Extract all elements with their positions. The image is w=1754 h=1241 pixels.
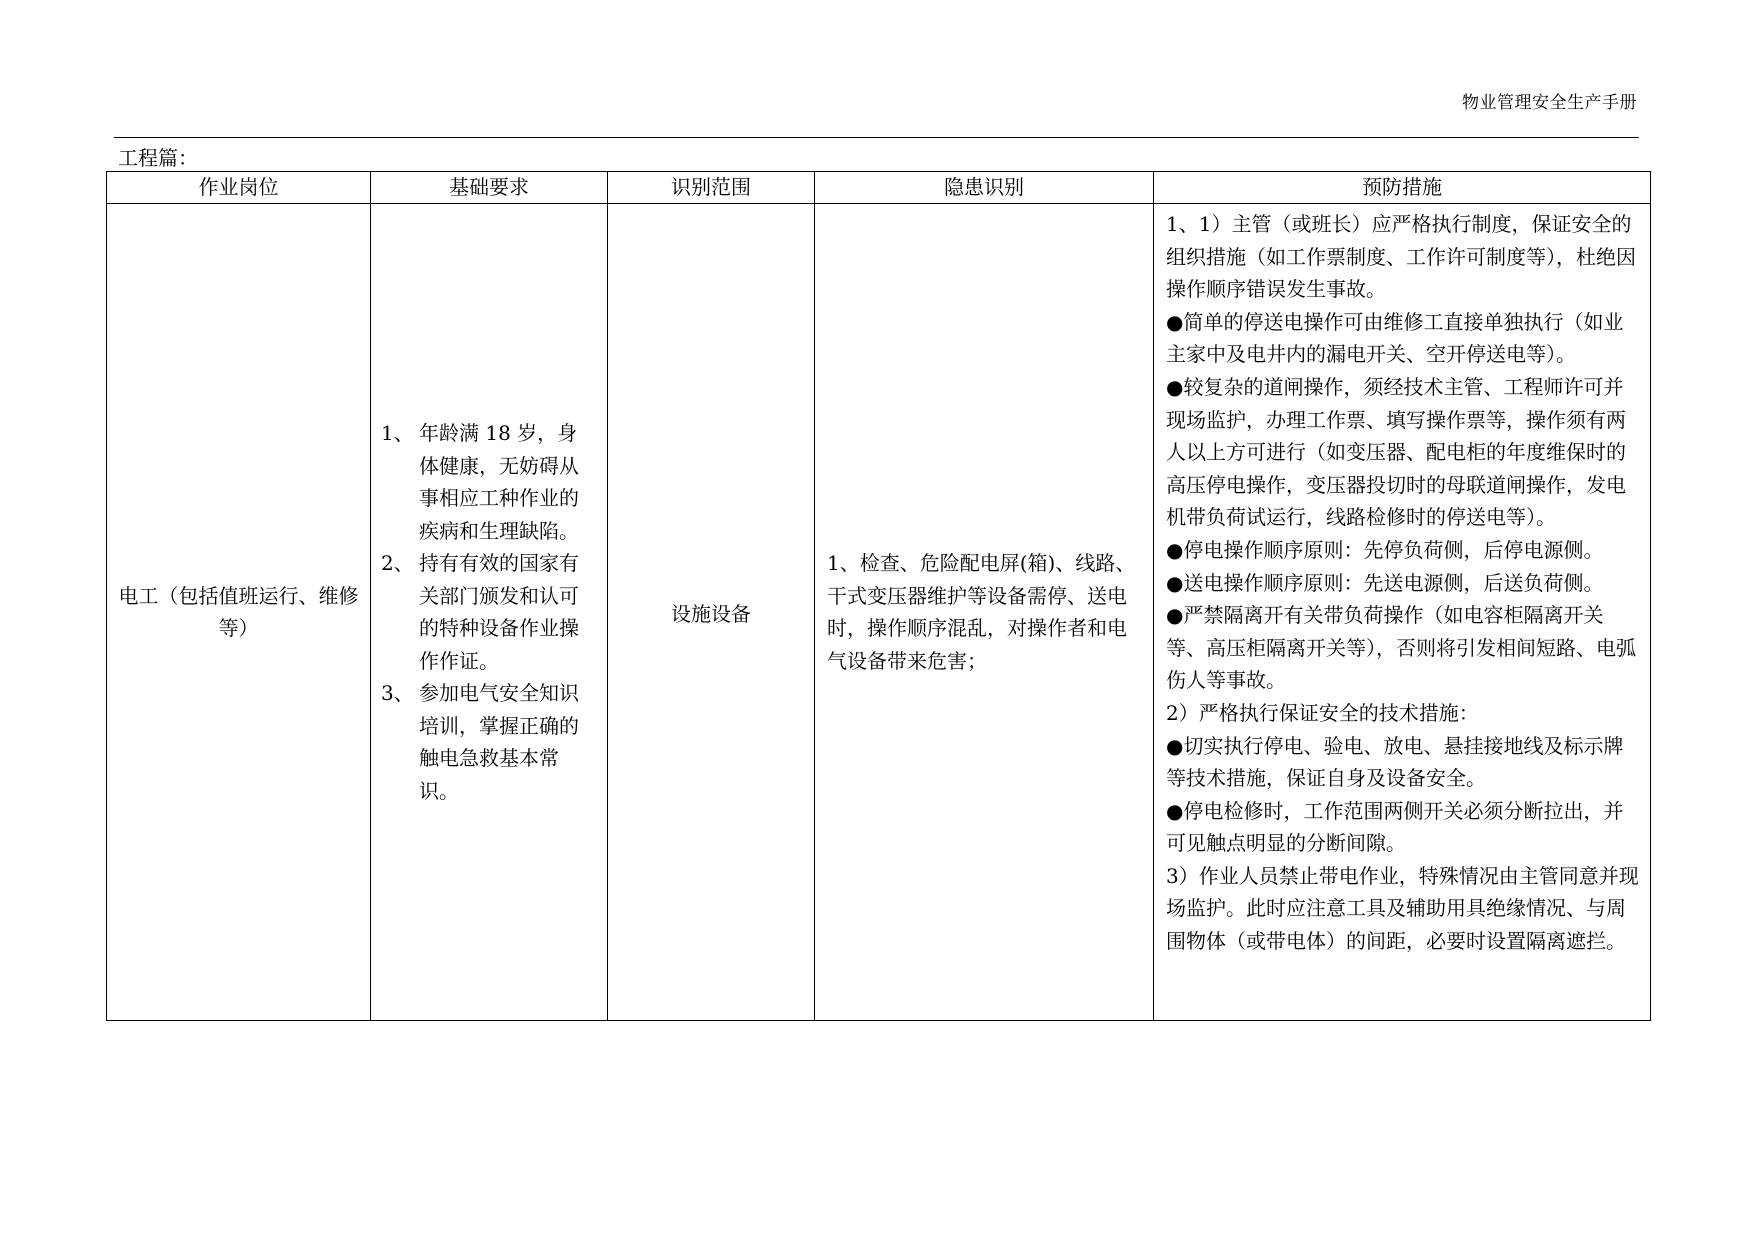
prevention-item: ●停电操作顺序原则：先停负荷侧，后停电源侧。 xyxy=(1166,537,1604,562)
table-row xyxy=(107,204,1651,1021)
header-divider xyxy=(114,137,1639,138)
cell-prevention xyxy=(1154,204,1651,1021)
section-title: 工程篇： xyxy=(118,146,198,170)
header-hazard: 隐患识别 xyxy=(815,172,1154,204)
cell-scope: 设施设备 xyxy=(608,204,815,1021)
prevention-item: ●简单的停送电操作可由维修工直接单独执行（如业主家中及电井内的漏电开关、空开停送电等）。 xyxy=(1166,309,1624,367)
prevention-item: ●较复杂的道闸操作，须经技术主管、工程师许可并现场监护，办理工作票、填写操作票等，操作须有两人以上方可进行（如变压器、配电柜的年度维保时的高压停电操作，变压器投切时的母联道闸操作，发电机带负荷试运行，线路检修时的停送电等）。 xyxy=(1166,374,1626,530)
requirement-number: 2、 xyxy=(381,551,414,575)
cell-requirements xyxy=(371,204,608,1021)
requirement-item xyxy=(381,547,597,677)
header-requirements: 基础要求 xyxy=(371,172,608,204)
prevention-item: 3）作业人员禁止带电作业，特殊情况由主管同意并现场监护。此时应注意工具及辅助用具绝缘情况、与周围物体（或带电体）的间距，必要时设置隔离遮拦。 xyxy=(1166,863,1639,954)
prevention-item: ●送电操作顺序原则：先送电源侧，后送负荷侧。 xyxy=(1166,570,1604,595)
requirement-item xyxy=(381,677,597,807)
prevention-item: 1、1）主管（或班长）应严格执行制度，保证安全的组织措施（如工作票制度、工作许可制度等），杜绝因操作顺序错误发生事故。 xyxy=(1166,212,1636,302)
requirement-item xyxy=(381,417,597,547)
requirements-list xyxy=(381,417,597,807)
cell-hazard: 1、检查、危险配电屏(箱)、线路、干式变压器维护等设备需停、送电时，操作顺序混乱，对操作者和电气设备带来危害； xyxy=(815,204,1154,1021)
requirement-text: 参加电气安全知识培训，掌握正确的触电急救基本常识。 xyxy=(419,681,579,803)
prevention-item: ●严禁隔离开有关带负荷操作（如电容柜隔离开关等、高压柜隔离开关等），否则将引发相间短路、电弧伤人等事故。 xyxy=(1166,603,1636,693)
prevention-item: 2）严格执行保证安全的技术措施： xyxy=(1166,700,1479,725)
safety-table xyxy=(106,171,1651,1021)
cell-post: 电工（包括值班运行、维修等） xyxy=(107,204,371,1021)
prevention-item: ●停电检修时，工作范围两侧开关必须分断拉出，并可见触点明显的分断间隙。 xyxy=(1166,798,1624,856)
requirement-text: 年龄满 18 岁，身体健康，无妨碍从事相应工种作业的疾病和生理缺陷。 xyxy=(419,421,579,543)
table-header-row xyxy=(107,172,1651,204)
header-scope: 识别范围 xyxy=(608,172,815,204)
header-prevention: 预防措施 xyxy=(1154,172,1651,204)
header-post: 作业岗位 xyxy=(107,172,371,204)
prevention-item: ●切实执行停电、验电、放电、悬挂接地线及标示牌等技术措施，保证自身及设备安全。 xyxy=(1166,733,1624,791)
requirement-text: 持有有效的国家有关部门颁发和认可的特种设备作业操作作证。 xyxy=(419,551,579,673)
requirement-number: 1、 xyxy=(381,421,414,445)
document-header-title: 物业管理安全生产手册 xyxy=(1462,93,1637,113)
requirement-number: 3、 xyxy=(381,681,414,705)
